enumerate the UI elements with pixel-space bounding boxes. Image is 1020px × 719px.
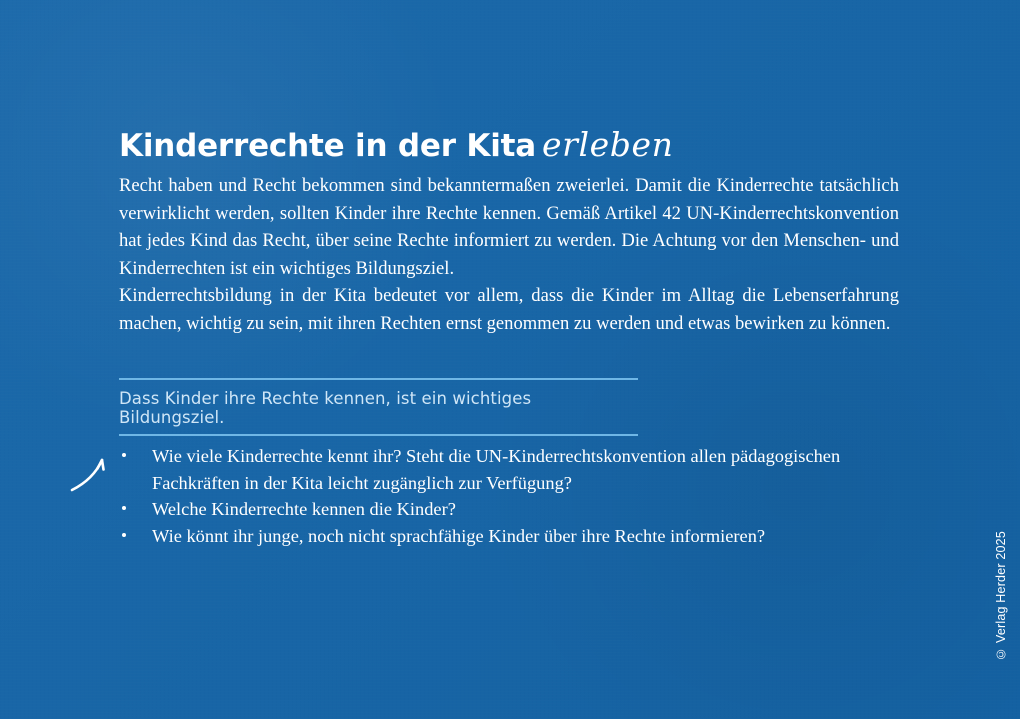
highlight-rule-bottom	[119, 434, 638, 436]
copyright-notice: © Verlag Herder 2025	[994, 531, 1008, 661]
page-content	[119, 0, 901, 719]
list-item	[119, 523, 879, 550]
questions-list	[119, 443, 879, 549]
page-title-script: erleben	[542, 124, 674, 164]
body-text	[119, 172, 899, 338]
bullet-dot-icon	[122, 506, 126, 510]
highlight-text: Dass Kinder ihre Rechte kennen, ist ein wichtiges Bildungsziel.	[119, 389, 532, 427]
page-title-main: Kinderrechte in der Kita	[119, 127, 536, 164]
body-paragraph-1: Recht haben und Recht bekommen sind bekanntermaßen zweierlei. Damit die Kinderrechte tatsächlich verwirklicht werden, sollten Kinder ihre Rechte kennen. Gemäß Artikel 42 UN-Kinderrechtskonvention hat jedes Kind das Recht, über seine Rechte informiert zu werden. Die Achtung vor den Menschen- und Kinderrechten ist ein wichtiges Bildungsziel.	[119, 175, 899, 279]
list-item-text: Wie viele Kinderrechte kennt ihr? Steht die UN-Kinderrechtskonvention allen pädagogischen Fachkräften in der Kita leicht zugänglich zur Verfügung?	[152, 446, 841, 493]
list-item	[119, 496, 879, 523]
bullet-dot-icon	[122, 533, 126, 537]
list-item-text: Welche Kinderrechte kennen die Kinder?	[152, 499, 456, 520]
bullet-dot-icon	[122, 453, 126, 457]
curved-arrow-icon	[70, 444, 116, 492]
highlight-callout	[119, 378, 638, 436]
page-title	[119, 125, 674, 164]
list-item	[119, 443, 879, 496]
body-paragraph-2: Kinderrechtsbildung in der Kita bedeutet vor allem, dass die Kinder im Alltag die Lebenserfahrung machen, wichtig zu sein, mit ihren Rechten ernst genommen zu werden und etwas bewirken zu können.	[119, 285, 899, 334]
list-item-text: Wie könnt ihr junge, noch nicht sprachfähige Kinder über ihre Rechte informieren?	[152, 525, 766, 546]
